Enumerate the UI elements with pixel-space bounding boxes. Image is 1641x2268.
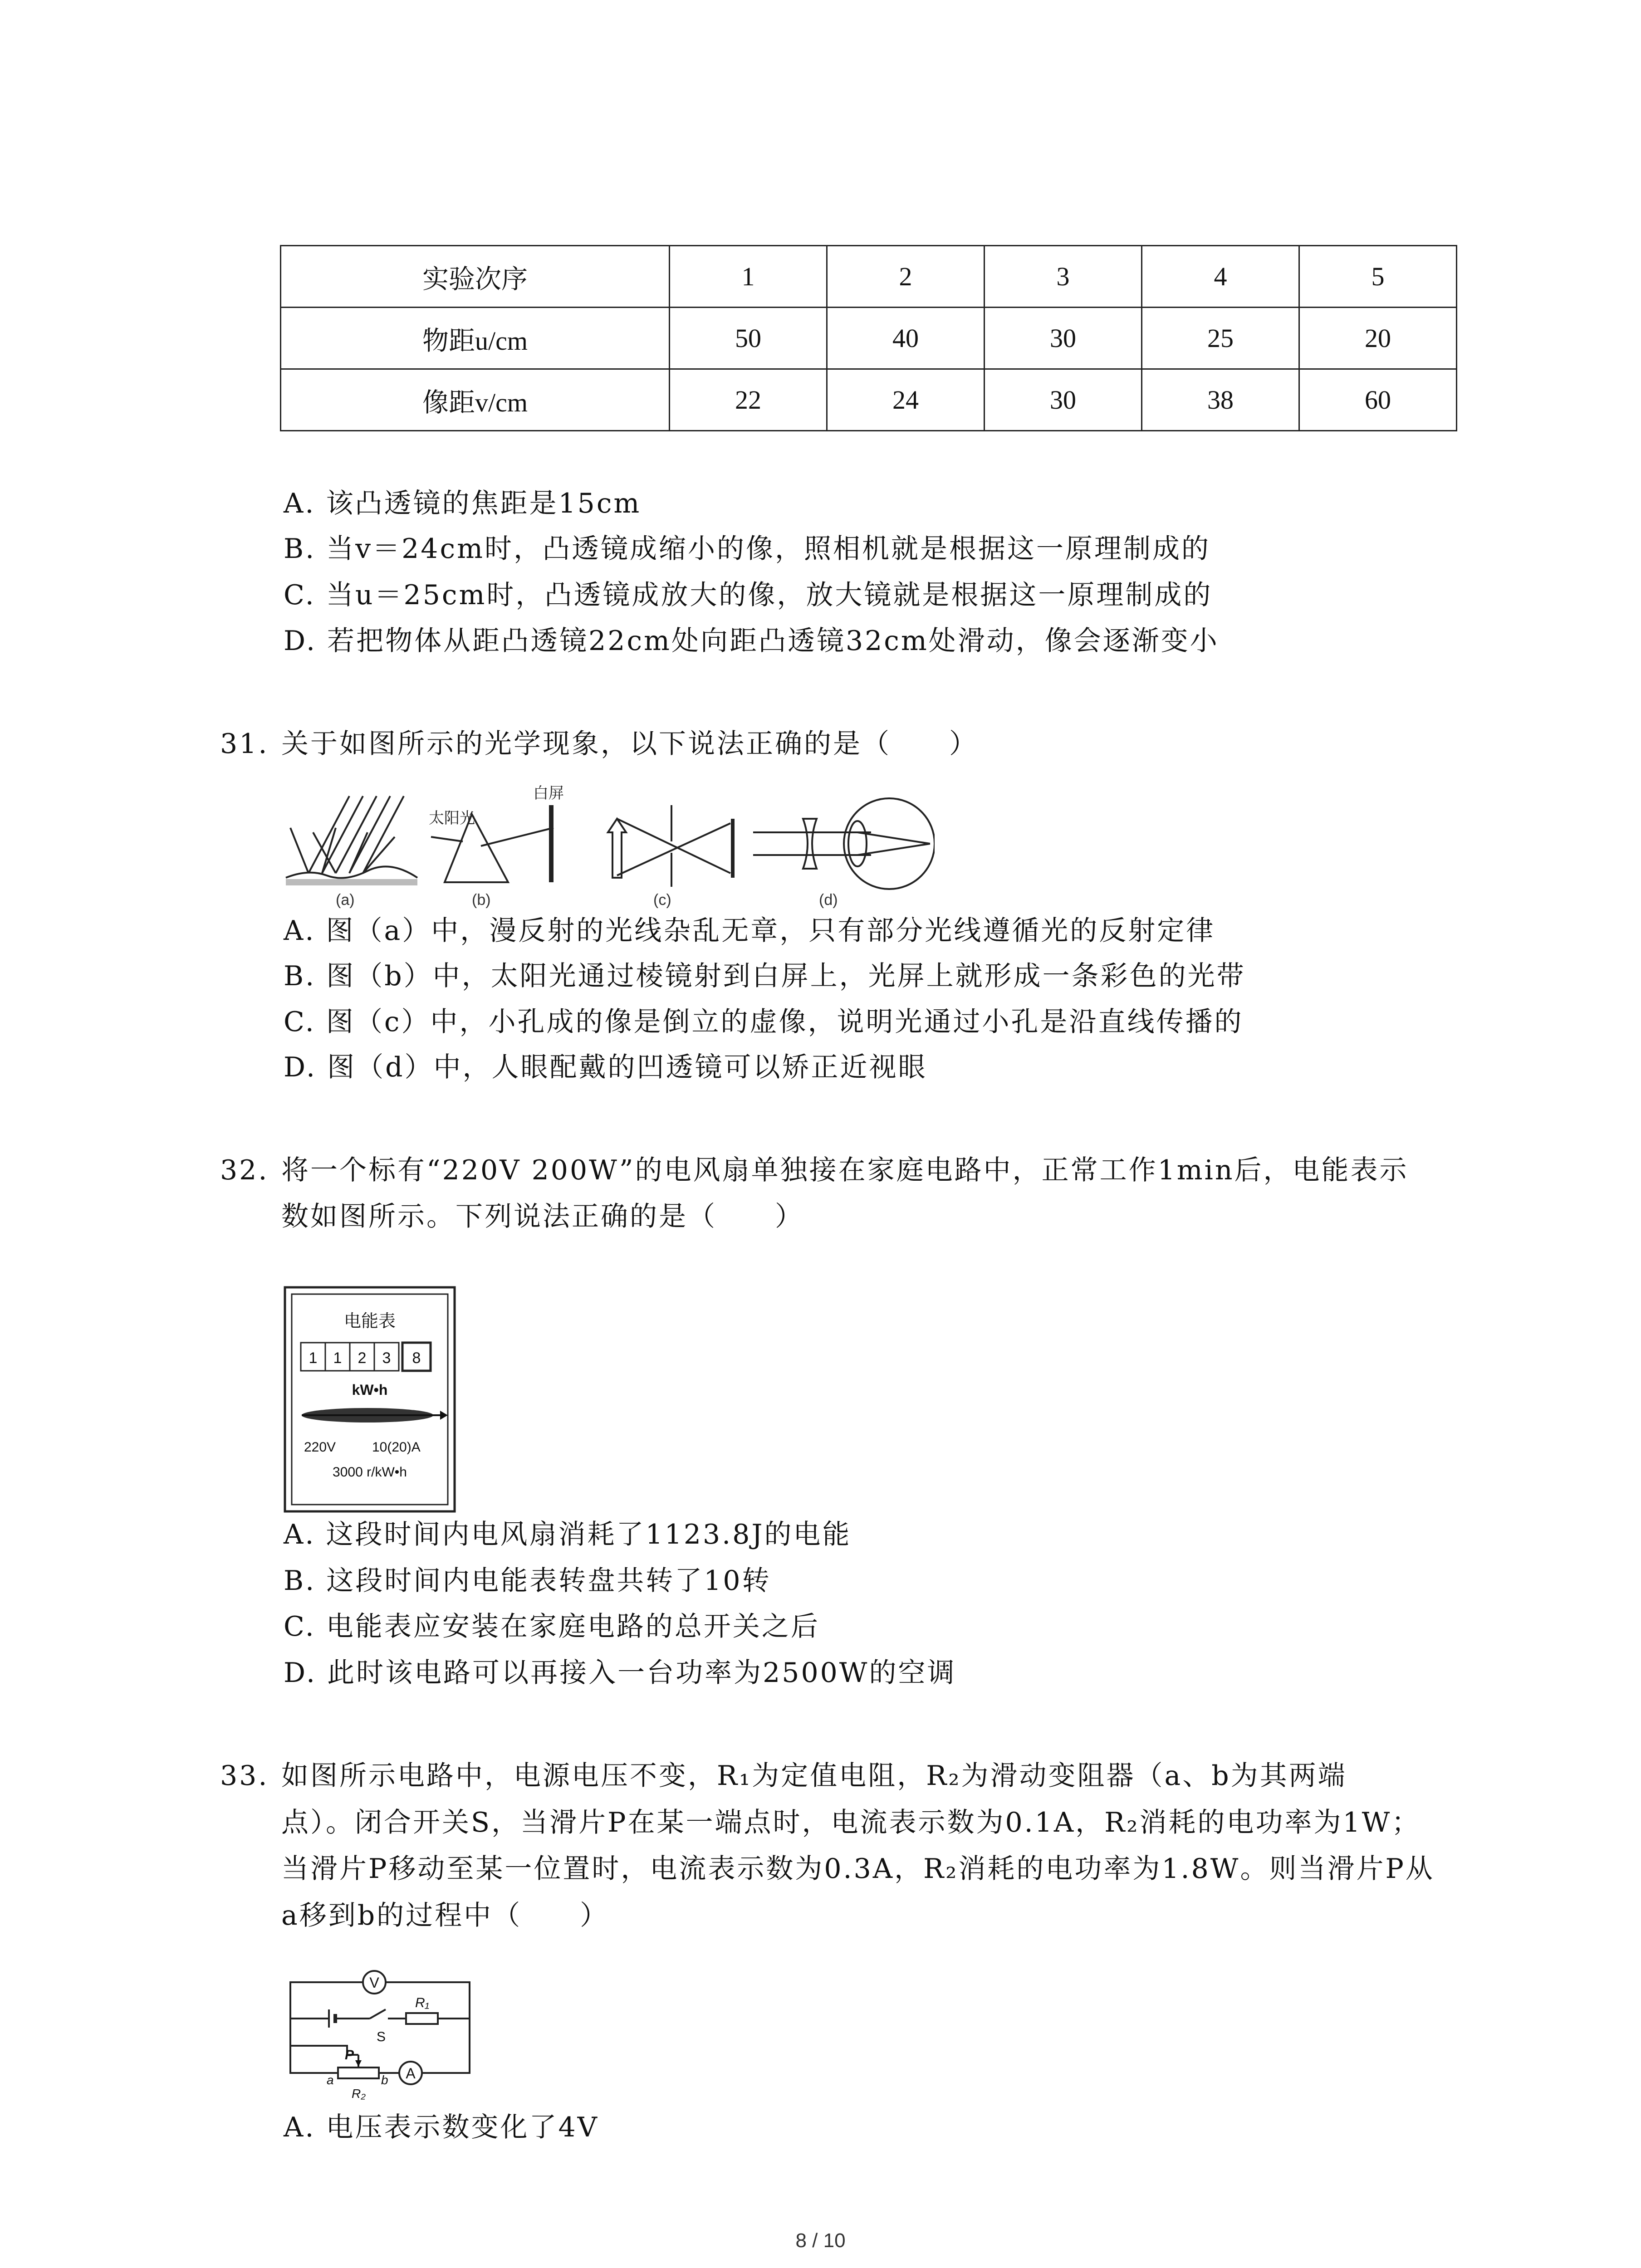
meter-current: 10(20)A xyxy=(372,1440,421,1455)
meter-unit: kW•h xyxy=(352,1382,388,1398)
table-cell: 5 xyxy=(1299,246,1457,308)
end-b-label: b xyxy=(381,2073,388,2087)
table-cell: 50 xyxy=(670,308,827,369)
eye-lens-diagram xyxy=(753,798,935,889)
experiment-table xyxy=(280,245,1457,431)
fig-label-b: (b) xyxy=(472,891,491,909)
table-row xyxy=(281,246,1457,308)
table-cell: 20 xyxy=(1299,308,1457,369)
energy-meter-figure xyxy=(284,1286,456,1513)
q32-option-a: A. 这段时间内电风扇消耗了1123.8J的电能 xyxy=(284,1519,852,1550)
meter-digit: 1 xyxy=(309,1349,318,1367)
table-cell: 3 xyxy=(985,246,1142,308)
meter-voltage: 220V xyxy=(304,1440,336,1455)
table-header-cell: 物距u/cm xyxy=(281,308,670,369)
q33-option-a: A. 电压表示数变化了4V xyxy=(284,2112,599,2143)
voltmeter-label: V xyxy=(369,1975,379,1991)
q33-stem-line-3: 当滑片P移动至某一位置时，电流表示数为0.3A，R₂消耗的电功率为1.8W。则当滑片P从 xyxy=(281,1853,1435,1885)
q30-option-d: D. 若把物体从距凸透镜22cm处向距凸透镜32cm处滑动，像会逐渐变小 xyxy=(284,625,1219,657)
q32-stem-line-2: 数如图所示。下列说法正确的是（ ） xyxy=(281,1201,804,1232)
meter-rate: 3000 r/kW•h xyxy=(333,1465,407,1480)
table-cell: 22 xyxy=(670,369,827,431)
table-cell: 30 xyxy=(985,308,1142,369)
ammeter-label: A xyxy=(406,2065,416,2082)
circuit-diagram xyxy=(284,1964,483,2100)
table-cell: 1 xyxy=(670,246,827,308)
table-cell: 30 xyxy=(985,369,1142,431)
white-screen-label: 白屏 xyxy=(533,785,564,802)
q31-option-d: D. 图（d）中，人眼配戴的凹透镜可以矫正近视眼 xyxy=(284,1051,927,1083)
q33-number: 33. xyxy=(220,1760,269,1792)
switch-label: S xyxy=(377,2029,386,2044)
q30-option-b: B. 当v＝24cm时，凸透镜成缩小的像，照相机就是根据这一原理制成的 xyxy=(284,533,1210,565)
table-row xyxy=(281,369,1457,431)
table-cell: 4 xyxy=(1142,246,1299,308)
table-cell: 60 xyxy=(1299,369,1457,431)
table-header-cell: 实验次序 xyxy=(281,246,670,308)
fig-label-a: (a) xyxy=(336,891,355,909)
meter-digit: 1 xyxy=(333,1349,342,1367)
slider-p-label: P xyxy=(345,2048,354,2063)
meter-digit: 8 xyxy=(412,1349,421,1367)
q30-option-a: A. 该凸透镜的焦距是15cm xyxy=(284,488,642,519)
meter-digit: 3 xyxy=(382,1349,391,1367)
optics-figure xyxy=(281,778,935,909)
table-header-cell: 像距v/cm xyxy=(281,369,670,431)
q31-number: 31. xyxy=(220,728,269,760)
fig-label-c: (c) xyxy=(653,891,671,909)
q31-option-c: C. 图（c）中，小孔成的像是倒立的虚像，说明光通过小孔是沿直线传播的 xyxy=(284,1006,1244,1038)
meter-title: 电能表 xyxy=(343,1312,396,1331)
q33-stem-line-2: 点）。闭合开关S，当滑片P在某一端点时，电流表示数为0.1A，R₂消耗的电功率为1W； xyxy=(281,1807,1421,1838)
fig-label-d: (d) xyxy=(819,891,838,909)
q32-stem-line-1: 将一个标有“220V 200W”的电风扇单独接在家庭电路中，正常工作1min后，电能表示 xyxy=(281,1154,1409,1186)
end-a-label: a xyxy=(327,2073,334,2087)
table-cell: 25 xyxy=(1142,308,1299,369)
meter-digit: 2 xyxy=(358,1349,367,1367)
pinhole-diagram xyxy=(608,805,733,887)
table-row xyxy=(281,308,1457,369)
page-number: 8 / 10 xyxy=(795,2229,846,2252)
q30-option-c: C. 当u＝25cm时，凸透镜成放大的像，放大镜就是根据这一原理制成的 xyxy=(284,579,1213,611)
diffuse-reflection-diagram xyxy=(286,796,417,882)
q32-option-c: C. 电能表应安装在家庭电路的总开关之后 xyxy=(284,1611,820,1642)
q33-stem-line-4: a移到b的过程中（ ） xyxy=(281,1900,609,1931)
r1-label: R₁ xyxy=(415,1995,430,2010)
table-cell: 2 xyxy=(827,246,985,308)
q31-stem: 关于如图所示的光学现象，以下说法正确的是（ ） xyxy=(281,728,978,760)
sunlight-label: 太阳光 xyxy=(429,810,475,827)
table-cell: 24 xyxy=(827,369,985,431)
q33-stem-line-1: 如图所示电路中，电源电压不变，R₁为定值电阻，R₂为滑动变阻器（a、b为其两端 xyxy=(281,1760,1347,1792)
q32-number: 32. xyxy=(220,1154,269,1186)
q32-option-d: D. 此时该电路可以再接入一台功率为2500W的空调 xyxy=(284,1657,956,1689)
table-cell: 38 xyxy=(1142,369,1299,431)
q31-option-b: B. 图（b）中，太阳光通过棱镜射到白屏上，光屏上就形成一条彩色的光带 xyxy=(284,960,1246,992)
slider-arrow-icon xyxy=(355,2060,362,2067)
q32-option-b: B. 这段时间内电能表转盘共转了10转 xyxy=(284,1565,771,1597)
q31-option-a: A. 图（a）中，漫反射的光线杂乱无章，只有部分光线遵循光的反射定律 xyxy=(284,915,1215,947)
r2-label: R₂ xyxy=(352,2087,366,2100)
table-cell: 40 xyxy=(827,308,985,369)
